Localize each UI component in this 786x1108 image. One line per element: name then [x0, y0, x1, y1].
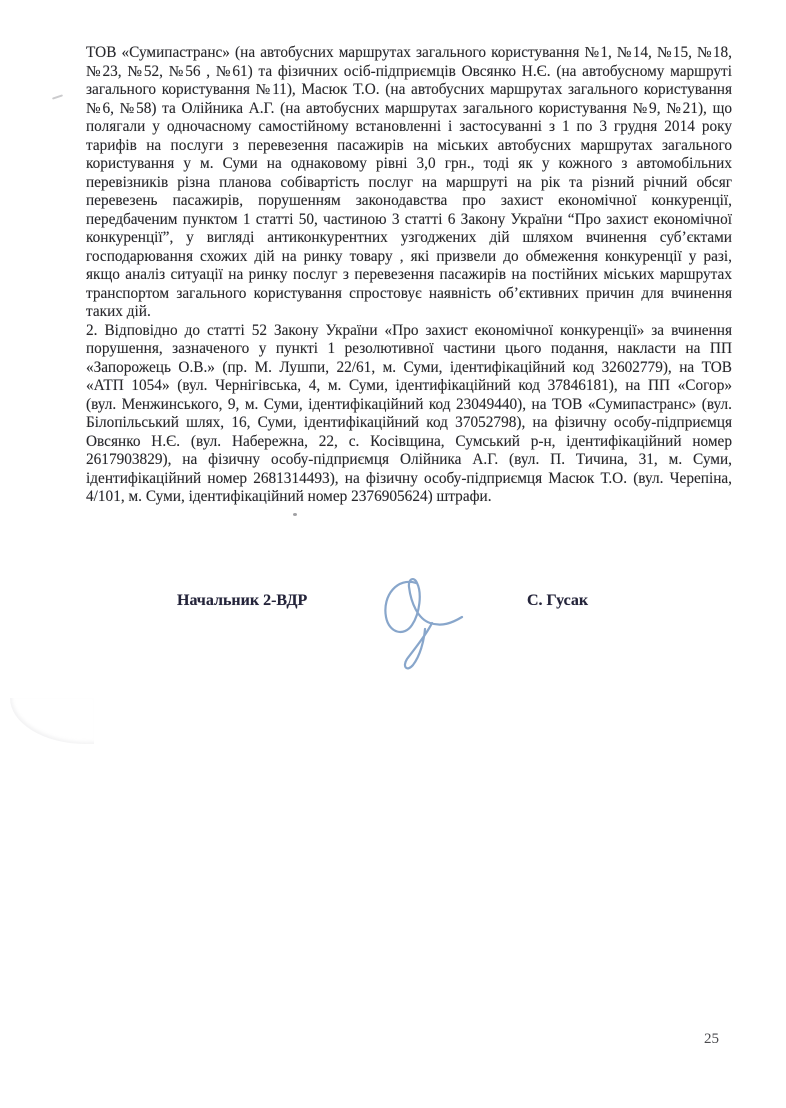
text-line: господарювання схожих дій на ринку товару , які призвели до обмеження конкуренції у разі,: [86, 247, 732, 265]
text-line: Овсянко Н.Є. (вул. Набережна, 22, с. Косівщина, Сумський р-н, ідентифікаційний номер: [86, 432, 732, 450]
text-line: ТОВ «Сумипастранс» (на автобусних маршрутах загального користування №1, №14, №15, №18,: [86, 44, 732, 61]
text-line: ідентифікаційний номер 2681314493), на фізичну особу-підприємця Масюк Т.О. (вул. Черепіна,: [86, 469, 732, 487]
scan-artifact-dot: [293, 513, 297, 516]
text-line: таких дій.: [86, 303, 151, 320]
handwritten-signature-icon: [376, 573, 471, 678]
text-line: (вул. Менжинського, 9, м. Суми, ідентифікаційний код 23049440), на ТОВ «Сумипастранс» (вул.: [86, 395, 732, 413]
text-line: №6, №58) та Олійника А.Г. (на автобусних маршрутах загального користування №9, №21), що: [86, 99, 732, 117]
text-line: 2. Відповідно до статті 52 Закону України «Про захист економічної конкуренції» за вчинення: [86, 321, 732, 339]
text-line: «Запорожець О.В.» (пр. М. Лушпи, 22/61, м. Суми, ідентифікаційний код 32602779), на ТОВ: [86, 358, 732, 376]
text-line: №23, №52, №56 , №61) та фізичних осіб-підприємців Овсянко Н.Є. (на автобусному маршруті: [86, 62, 732, 80]
signer-position-title: Начальник 2-ВДР: [177, 592, 308, 609]
text-line: перевезень пасажирів, порушенням законодавства про захист економічної конкуренції,: [86, 192, 732, 209]
document-body-text: [86, 44, 732, 507]
text-line: конкуренції”, у вигляді антиконкурентних узгоджених дій шляхом вчинення суб’єктами: [86, 229, 732, 246]
text-line: перевізників різна планова собівартість послуг на маршруті на рік та різний річний обсяг: [86, 173, 732, 191]
text-line: полягали у одночасному самостійному встановленні і застосуванні з 1 по 3 грудня 2014 року: [86, 118, 732, 135]
signer-name: С. Гусак: [527, 592, 589, 609]
paragraph-violation-description: [86, 44, 732, 303]
text-line: 4/101, м. Суми, ідентифікаційний номер 2376905624) штрафи.: [86, 488, 492, 505]
text-line: 2617903829), на фізичну особу-підприємця Олійника А.Г. (вул. П. Тичина, 31, м. Суми,: [86, 451, 732, 468]
text-line: загального користування №11), Масюк Т.О. (на автобусних маршрутах загального користування: [86, 81, 732, 98]
paragraph-fines-resolution: [86, 322, 732, 489]
text-line: тарифів на послуги з перевезення пасажирів на міських автобусних маршрутах загального: [86, 136, 732, 154]
text-line: порушення, зазначеного у пункті 1 резолютивної частини цього подання, накласти на ПП: [86, 340, 732, 357]
scan-artifact-tick: [52, 94, 63, 99]
text-line: якщо аналіз ситуації на ринку послуг з перевезення пасажирів на постійних міських маршрутах: [86, 266, 732, 283]
text-line: передбаченим пунктом 1 статті 50, частиною 3 статті 6 Закону України “Про захист економічної: [86, 210, 732, 228]
text-line: транспортом загального користування спростовує наявність об’єктивних причин для вчинення: [86, 284, 732, 302]
scan-artifact-smudge: [10, 698, 94, 744]
text-line: користування у м. Суми на однаковому рівні 3,0 грн., тоді як у кожного з автомобільних: [86, 155, 732, 172]
text-line: «АТП 1054» (вул. Чернігівська, 4, м. Суми, ідентифікаційний код 37846181), на ПП «Согор»: [86, 377, 732, 394]
page-number: 25: [704, 1031, 719, 1047]
text-line: Білопільський шлях, 16, Суми, ідентифікаційний код 37052798), на фізичну особу-підприємця: [86, 414, 732, 431]
